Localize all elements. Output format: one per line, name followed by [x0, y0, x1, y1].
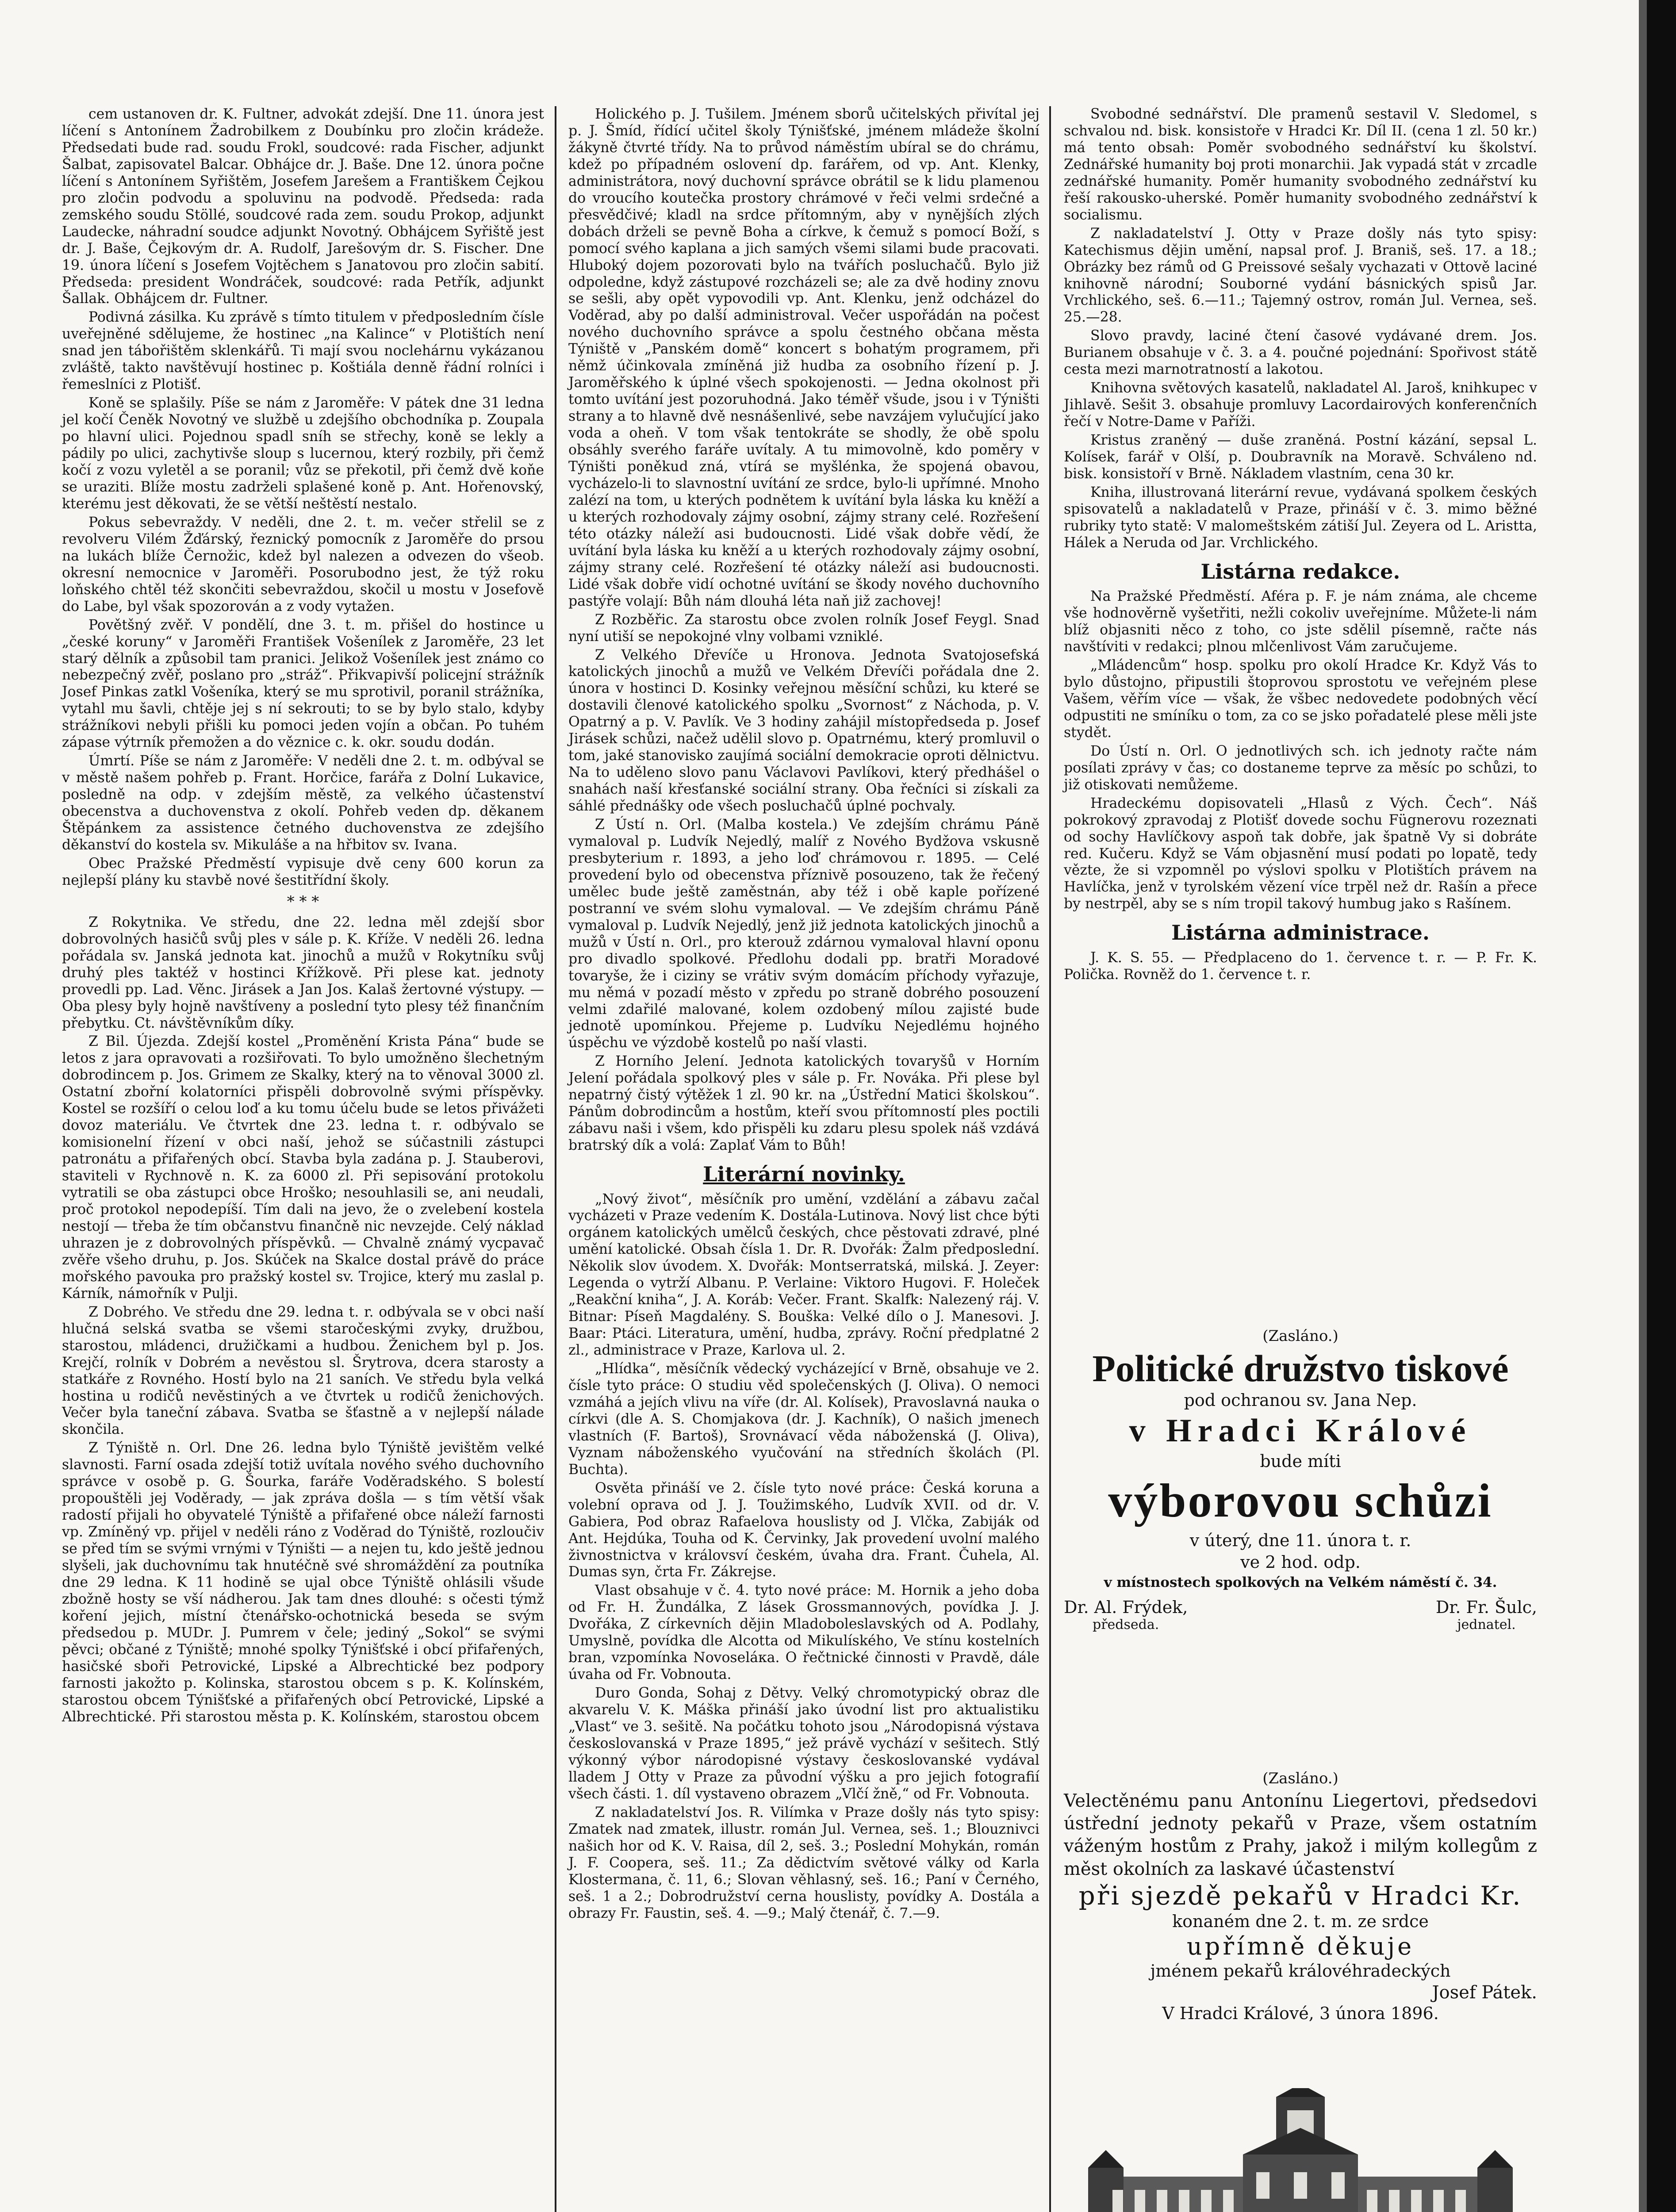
article-usti-malba: Z Ústí n. Orl. (Malba kostela.) Ve zdejším chrámu Páně vymaloval p. Ludvík Nejedlý, malíř z Nového Bydžova vskusně presbyterium r. 1893, a jeho loď chrámovou r. 1895. — Celé provedení bylo od obecenstva příznivě posouzeno, tak že řečený umělec bude ještě zaměstnán, aby též i obě kaple pořízené postranní ve svém slohu vymaloval. — Ve zdejším chrámu Páně vymaloval p. Ludvík Nejedlý, jenž již jednota katolických jinochů a mužů v Ústí n. Orl., pro kterouž zdárnou vymaloval hlavní oponu pro divadlo spolkové. Předlohu dodali pp. bratři Moradové tovaryše, že i ciziny se vrátiv svým domácím příchody vyřazuje, mu němá v pozadí město v zpředu po straně dobrého posouzení velmi zdařilé malované, kolem ozdobený mílou zajisté bude jednotě upomínkou. Přejeme p. Ludvíku Nejedlému hojného úspěchu ve výzdobě kostelů po naší vlasti. — [568, 817, 1039, 1051]
section-heading-listarna-redakce: Listárna redakce. — [1200, 559, 1400, 584]
ad-time: ve 2 hod. odp. — [1240, 1552, 1361, 1572]
article-kone-se-splasily: Koně se splašily. Píše se nám z Jaroměře: V pátek dne 31 ledna jel kočí Čeněk Novotný ve službě u zdejšího obchodníka p. Zoupala po hlavní ulici. Pojednou spadl sníh se střechy, koně se lekly a pádily po ulici, zachytivše sloup s lucernou, který rozbily, při čemž kočí z vozu vyletěl a se poranil; vůz se překotil, při čemž dvě koňe se uraziti. Blíže mostu zadrželi splašené koně p. Ant. Hořenovský, kterému jest děkovati, že se větší neštěstí nestalo. — [62, 395, 544, 512]
article-podivna-zasilka: Podivná zásilka. Ku zprávě s tímto titulem v předposledním čísle uveřejněné sdělujeme, že hostinec „na Kalince“ v Plotištích není snad jen tábořištěm sklenkářů. Ti mají svou noclehárnu vykázanou zvláště, takto navštěvují hostinec p. Koštiála denně řádní rolníci i řemeslníci z Plotišť. — [62, 309, 544, 393]
article-knihovna-kazatelu: Knihovna světových kasatelů, nakladatel Al. Jaroš, knihkupec v Jihlavě. Sešit 3. obsahuje promluvy Lacordairových konferenčních řečí v Notre-Dame v Paříži. — [1064, 380, 1537, 430]
signature-role: předseda. — [1093, 1617, 1159, 1632]
scan-dark-edge — [1639, 0, 1676, 2212]
thanks-line-1: při sjezdě pekařů v Hradci Kr. — [1078, 1880, 1523, 1911]
article-prazske-predmesti: Obec Pražské Předměstí vypisuje dvě ceny 600 korun za nejlepší plány ku stavbě nové šestitřídní školy. — [62, 855, 544, 888]
thanks-line-2: konaném dne 2. t. m. ze srdce — [1172, 1911, 1429, 1931]
column-3 — [1064, 106, 1537, 983]
article-tyniste: Z Týniště n. Orl. Dne 26. ledna bylo Týniště jevištěm velké slavnosti. Farní osada zdejší totiž uvítala nového svého duchovního správce v osobě p. G. Šourka, faráře Voděradského. S bolestí propouštěli jej Voděrady, — jak zpráva došla — s tím větší však radostí přijali ho obyvatelé Týniště a přifařené obce náleží farnosti vp. Zmíněný vp. přijel v neděli ráno z Voděrad do Týniště, rozloučiv se před tím se svými vrnými v Týništi — a nejen tu, kdo ještě jednou slyšeli, jak duchovnímu tak hnutéčně své shromáždění za poutníka dne 29 ledna. K 11 hodině se ujal obce Týniště ohlásili všude zbožně hosty se vší nádherou. Jak tam dnes dlouhé: s očesti týmž koření jejich, místní čtenářsko-ochotnická beseda se svým předsedou p. MUDr. J. Pumrem v čele; jediný „Sokol“ se svými pěvci; občané z Týniště; mnohé spolky Týnišťské i obcí přifařených, hasičské sboři Petrovické, Lipské a Albrechtické bez podpory farnosti jakožto p. Kolinska, starostou obcem s p. K. Kolínském, starostou obcem Týnišťské a přifařených obcí Petrovické, Lipské a Albrechtické. Při starostou města p. K. Kolínském, starostou obcem — [62, 1440, 544, 1725]
article-hlidka: „Hlídka“, měsíčník vědecký vycházející v Brně, obsahuje ve 2. čísle tyto práce: O studiu věd společenských (J. Oliva). O nemoci vzmáhá a jejích vlivu na víře (dr. Al. Kolísek), Pravoslavná nauka o církvi (dle A. S. Chomjakova (dr. J. Kachník), O našich jmenech vlastních (F. Bartoš), Srovnávací věda náboženská (J. Oliva), Vyznam náboženského vyučování na středních školách (Pl. Buchta). — [568, 1361, 1039, 1478]
ad-date: v úterý, dne 11. února t. r. — [1189, 1530, 1411, 1550]
ad-city: v Hradci Králové — [1129, 1412, 1472, 1449]
ad-title: Politické družstvo tiskové — [1092, 1347, 1509, 1390]
zaslano-label: (Zasláno.) — [1262, 1327, 1338, 1345]
thanks-line-3: upřímně děkuje — [1186, 1932, 1415, 1961]
article-velky-drevic: Z Velkého Dřevíče u Hronova. Jednota Svatojosefská katolických jinochů a mužů ve Velkém Dřevíči pořádala dne 2. února v hostinci D. Kosinky veřejnou měsíční schůzi, ku které se dostavili členové katolického spolku „Svornost“ z Náchoda, p. V. Opatrný a p. V. Pavlík. Ve 3 hodiny zahájil místopředseda p. Josef Jirásek schůzi, načež udělil slovo p. Opatrnému, který promluvil o tom, jaké stanovisko zaujímá sociální demokracie oproti dělnictvu. Na to uděleno slovo panu Václavovi Pavlíkovi, který předhášel o snahách naší křesťanské sociální strany. Oba řečníci si získali za sáhlé přednášky ode všech posluchačů úplné pochvaly. — [568, 647, 1039, 814]
ad-place: v místnostech spolkových na Velkém náměstí č. 34. — [1104, 1574, 1497, 1590]
adalbertinum-building-illustration — [1075, 2088, 1526, 2212]
zaslano-label: (Zasláno.) — [1262, 1770, 1338, 1787]
article-pokus-sebevrazdy: Pokus sebevraždy. V neděli, dne 2. t. m. večer střelil se z revolveru Vilém Žďárský, řeznický pomocník z Jaroměře do prsou na lukách blíže Černožic, kdež byl nalezen a odvezen do všeob. okresní nemocnice v Jaroměři. Posorubodno jest, že týž roku loňského chtěl též skončiti sebevraždou, skočil u mostu v Josefově do Labe, byl však spozorován a z vody vytažen. — [62, 514, 544, 614]
ad-signatures — [1064, 1598, 1537, 1632]
article-povetsny-zver: Povětšný zvěř. V pondělí, dne 3. t. m. přišel do hostince u „české koruny“ v Jaroměři František Vošenílek z Jaroměře, 23 let starý dělník a způsobil tam pranici. Jelikož Vošenílek jest známo co nebezpečný zvěř, poslano pro „stráž“. Přikvapivší policejní strážník Josef Pinkas zatkl Vošeníka, který se mu sprotivil, poranil strážníka, vytahl mu šavli, chtěje jej s ní sekrouti; to se by bylo stalo, kdyby strážníkovi nebyli přišli ku pomoci jeden vojín a občan. Po tuhém zápase výtrník přemožen a do věznice c. k. okr. soudu dodán. — [62, 617, 544, 751]
column-rule — [555, 106, 556, 2212]
signature-secretary — [1436, 1598, 1537, 1632]
column-rule — [1049, 106, 1051, 2212]
signature-name: Dr. Fr. Šulc, — [1435, 1597, 1537, 1617]
ad-subtitle: pod ochranou sv. Jana Nep. — [1184, 1390, 1417, 1410]
article-tyniste-cont: Holického p. J. Tušilem. Jménem sborů učitelských přivítal jej p. J. Šmíd, řídící učitel školy Týnišťské, jménem mládeže školní žákyně čtvrté třídy. Na to průvod náměstím ubíral se do chrámu, kdež po případném oslovení dp. farářem, od vp. Ant. Klenky, administrátora, nový duchovní správce obrátil se k lidu plamenou do vroucího koutečka prostory chrámové v řeči velmi srdečné a přesvědčivé; kladl na srdce přítomným, aby v nynějších zlých dobách drželi se pevně Boha a církve, k čemuž s pomocí Boží, s pomocí svého kaplana a jich samých všemi silami bude pracovati. Hluboký dojem pozorovati bylo na tvářích posluchačů. Bylo již odpoledne, když zástupové rozcházeli se; ale za dvě hodiny znovu se sešli, aby opět vypovodili vp. Ant. Klenku, jenž odcházel do Voděrad, aby po další administroval. Večer uspořádán na počest nového duchovního správce a spolu čestného občana města Týniště v „Panském domě“ koncert s bohatým programem, při němž účinkovala zmíněná již hudba za osobního řízení p. J. Jaroměřského k úplné všech spokojenosti. — Jedna okolnost při tomto uvítání jest pozoruhodná. Jako téměř všude, jsou i v Týništi strany a to hlavně dvě nesnášenlivé, sebe navzájem vylučující jako voda a oheň. V tom však tentokráte se shodly, že obě spolu obsáhly sverého faráře uvítaly. A tu mimovolně, kdo poměry v Týništi poněkud zná, vtírá se myšlénka, že spojená obavou, vycházelo-li to slavnostní uvítání ze srdce, bylo-li upřímné. Mnoho zalézí na tom, u kterých podnětem k uvítání byla láska ku kněží a u kterých rozhodovaly zájmy osobní, zájmy strany celé. Rozřešení této otázky náleží asi budoucnosti. Lidé však dobře vědí, že uvítání byla láska ku kněží a u kterých rozhodovaly zájmy osobní, zájmy strany celé. Rozřešení té otázky náleží asi budoucnosti. Lidé však dobře vidí ochotné uvítání se škody nového duchovního pastýře volají: Bůh nám dlouhá léta naň již zachovej! — [568, 106, 1039, 609]
thanks-line-4: jménem pekařů královéhradeckých — [1150, 1961, 1451, 1981]
article-z-dobreho: Z Dobrého. Ve středu dne 29. ledna t. r. odbývala se v obci naší hlučná selská svatba se všemi staročeskými zvyky, družbou, starostou, mládenci, družičkami a hudbou. Ženichem byl p. Jos. Krejčí, rolník v Dobrém a nevěstou sl. Šrytrova, dcera starosty a statkáře z Rovného. Hostí bylo na 21 saních. Ve středu byla velká hostina u rodičů nevěstiných a ve čtvrtek u rodičů ženichových. Večer byla taneční zábava. Svatba se šťastně a v nejlepší nálade skončila. — [62, 1304, 544, 1438]
signature-chair — [1064, 1598, 1188, 1632]
article-court-sessions: cem ustanoven dr. K. Fultner, advokát zdejší. Dne 11. února jest líčení s Antonínem Žadrobilkem z Doubínku pro zločin krádeže. Předsedati bude rad. soudu Frokl, soudcové: rada Fischer, adjunkt Šalbat, zapisovatel Balcar. Obhájce dr. J. Baše. Dne 12. února počne líčení s Antonínem Syřištěm, Josefem Jarešem a Františkem Čejkou pro zločin podvodu a spoluvinu na podvodě. Předseda: rada zemského soudu Stöllé, soudcové rada zem. soudu Prokop, adjunkt Laudecke, náhradní soudce adjunkt Novotný. Obhájcem Syřiště jest dr. J. Baše, Čejkovým dr. A. Rudolf, Jarešovým dr. S. Fischer. Dne 19. února líčení s Josefem Vojtěchem s Janatovou pro zločin sabití. Předseda: president Wondráček, soudcové: rada Petřík, adjunkt Šallak. Obhájcem dr. Fultner. — [62, 106, 544, 307]
article-administrace-notes: J. K. S. 55. — Předplaceno do 1. července t. r. — P. Fr. K. Polička. Rovněž do 1. července t. r. — [1064, 949, 1537, 983]
article-duro-gonda: Duro Gonda, Sohaj z Dětvy. Velký chromotypický obraz dle akvarelu V. K. Máška přináší jako úvodní list pro aktualistiku „Vlast“ ve 3. sešitě. Na počátku tohoto jsou „Národopisná výstava českoslovanská v Praze 1895,“ jež právě vychází v sešitech. Stlý výkonný výbor národopisné výstavy českoslovanské vydával lladem J Otty v Praze za původní výšku a pro jejich fotografií všech části. 1. díl vystaveno obrazem „Vlčí žně,“ od Fr. Vobnouta. — [568, 1685, 1039, 1802]
article-vilimek: Z nakladatelství Jos. R. Vilímka v Praze došly nás tyto spisy: Zmatek nad zmatek, illustr. román Jul. Vernea, seš. 1.; Blouznivci našich hor od K. V. Raisa, díl 2, seš. 3.; Poslední Mohykán, román J. F. Coopera, seš. 11.; Za dědictvím světové války od Karla Klostermana, č. 11, 6.; Slovan věhlasný, seš. 16.; Paní v Černého, seš. 1 a 2.; Dobrodružství cerna houslisty, povídky A. Dostála a obrazy Fr. Faustin, seš. 4. —9.; Malý čtenář, č. 7.—9. — [568, 1804, 1039, 1921]
thanks-dateline: V Hradci Králové, 3 února 1896. — [1162, 2003, 1439, 2023]
column-1 — [62, 106, 544, 1726]
article-osveta: Osvěta přináší ve 2. čísle tyto nové práce: Česká koruna a volební oprava od J. J. Toužimského, Ludvík XVII. od dr. V. Gabiera, Pod obraz Rafaelova houslisty od J. Vlčka, Zabiják od Ant. Hejdúka, Touha od K. Červinky, Jak provedení uvolní malého živnostnictva v královsví českém, úvaha dra. Frant. Čuhela, Al. Dumas syn, črta Fr. Zákrejse. — [568, 1480, 1039, 1580]
article-na-prazske-predmesti: Na Pražské Předměstí. Aféra p. F. je nám známa, ale chceme vše hodnověrně vyšetřiti, nežli cokoliv uveřejníme. Můžete-li nám blíž objasniti něco z toho, co jste sdělil písemně, račte nás navštíviti v redakci; plnou mlčenlivost Vám zaručujeme. — [1064, 588, 1537, 655]
thanks-body: Velectěnému panu Antonínu Liegertovi, předsedovi ústřední jednoty pekařů v Praze, všem ostatním váženým hostům z Prahy, jakož i milým kollegům z měst okolních za laskavé účastenství — [1064, 1791, 1537, 1879]
section-heading-literarni-novinky: Literární novinky. — [703, 1162, 905, 1187]
article-rozberice: Z Rozběřic. Za starostu obce zvolen rolník Josef Feygl. Snad nyní utiší se nepokojné vlny volbami vzniklé. — [568, 611, 1039, 645]
article-novy-zivot: „Nový život“, měsíčník pro umění, vzdělání a zábavu začal vycházeti v Praze vedením K. Dostála-Lutinova. Nový list chce býti orgánem katolických umělců českých, chce pěstovati zdravé, plné umění katolické. Obsah čísla 1. Dr. R. Dvořák: Žalm předposlední. Několik slov úvodem. X. Dvořák: Montserratská, milská. J. Zeyer: Legenda o vytrží Albanu. P. Verlaine: Viktoro Hugovi. F. Holeček „Reakční kniha“, J. A. Koráb: Večer. Frant. Skalfk: Nalezený ráj. V. Bitnar: Píseň Magdalény. S. Bouška: Velké dílo o J. Manesovi. J. Baar: Ptáci. Literatura, umění, hudba, zprávy. Roční předplatné 2 zl., administrace v Praze, Karlova ul. 2. — [568, 1191, 1039, 1359]
article-umrti: Úmrtí. Píše se nám z Jaroměře: V neděli dne 2. t. m. odbýval se v městě našem pohřeb p. Frant. Horčice, farářa z Dolní Lukavice, posledně na odp. v zdejším městě, za velkého účastenství obecenstva a duchovenstva z okolí. Pohřeb veden dp. děkanem Štěpánkem za assistence četného duchovenstva ze zdejšího děkanství do kostela sv. Mikuláše a na hřbitov sv. Ivana. — [62, 753, 544, 853]
advertisement-druzstvo — [1064, 1327, 1537, 1632]
ad-subtitle-2: bude míti — [1260, 1451, 1341, 1471]
column-2 — [568, 106, 1039, 1922]
signature-name: Dr. Al. Frýdek, — [1064, 1597, 1188, 1617]
advertisement-pekari — [1064, 1770, 1537, 2024]
article-kristus-zraneny: Kristus zraněný — duše zraněná. Postní kázání, sepsal L. Kolísek, farář v Olší, p. Doubravník na Moravě. Schváleno nd. bisk. konsistoří v Brně. Nákladem vlastním, cena 30 kr. — [1064, 432, 1537, 482]
thanks-signature: Josef Pátek. — [1432, 1982, 1537, 2003]
article-bil-ujezd: Z Bil. Újezda. Zdejší kostel „Proměnění Krista Pána“ bude se letos z jara opravovati a rozšiřovati. To bylo umožněno šlechetným dobrodincem p. Jos. Grimem ze Skalky, který na to věnoval 3000 zl. Ostatní zbořní kolatorníci přispěli dobrovolně svými příspěvky. Kostel se rozšíří o celou loď a ku tomu účelu bude se letos přivážeti dovoz materiálu. Ve čtvrtek dne 23. ledna t. r. odbývalo se komisionelní řízení v obci naší, jehož se súčastnili zástupci patronátu a přifařených obcí. Stavba byla zadána p. J. Stauberovi, staviteli v Rychnově n. K. za 6000 zl. Při sepisování protokolu vytratili se oba zástupci obce Hroško; nesouhlasili se, ani neudali, proč protokol nepodepíší. Tím dali na jevo, že o zvelebení kostela nestojí — třeba že tím občanstvu finančně nic nevzejde. Celý náklad uhrazen je z dobrovolných příspěvků. — Chvalně známý vycpavač zvěře všeho druhu, p. Jos. Skúček na Skalce dostal právě do práce mořského pavouka pro pražský kostel sv. Trojice, který mu zaslal p. Kárník, námořník v Pulji. — [62, 1033, 544, 1302]
article-rokytnik: Z Rokytnika. Ve středu, dne 22. ledna měl zdejší sbor dobrovolných hasičů svůj ples v sále p. K. Kříže. V neděli 26. ledna pořádala sv. Janská jednota kat. jinochů a mužů v Rokytníku svůj druhý ples taktéž v hostinci Křížkově. Při plese kat. jednoty provedli pp. Lad. Věnc. Jirásek a Jan Jos. Kalaš žertovné výstupy. — Oba plesy byly hojně navštíveny a poslední tyto plesy též finančním přebytku. Ct. návštěvníkům díky. — [62, 914, 544, 1031]
section-heading-listarna-administrace: Listárna administrace. — [1171, 921, 1430, 945]
article-slovo-pravdy: Slovo pravdy, laciné čtení časové vydávané drem. Jos. Burianem obsahuje v č. 3. a 4. poučné pojednání: Spořivost státě cesta mezi marnotratností a lakotou. — [1064, 328, 1537, 378]
article-do-usti: Do Ústí n. Orl. O jednotlivých sch. ich jednoty račte nám posílati zprávy v čas; co dostaneme teprve za měsíc po schůzi, to již otiskovati nemůžeme. — [1064, 743, 1537, 793]
ad-meeting: výborovou schůzi — [1108, 1475, 1493, 1528]
article-kniha: Kniha, illustrovaná literární revue, vydávaná spolkem českých spisovatelů a nakladatelů v Praze, přináší v č. 3. mimo běžné rubriky tyto statě: V malomeštském zátiší Jul. Zeyera od L. Aristta, Hálek a Neruda od Jar. Vrchlického. — [1064, 484, 1537, 551]
article-horni-jeleni: Z Horního Jelení. Jednota katolických tovaryšů v Horním Jelení pořádala spolkový ples v sále p. Fr. Novákа. Při plese byl nepatrný čistý výtěžek 1 zl. 90 kr. na „Ústřední Matici školskou“. Pánům dobrodincům a hostům, kteří svou přítomností ples poctili zábavu naši i všem, kdo přispěli ku zdaru plesu spolek náš vzdává bratrský dík a volá: Zaplať Vám to Bůh! — [568, 1053, 1039, 1154]
article-otta: Z nakladatelství J. Otty v Praze došly nás tyto spisy: Katechismus dějin umění, napsal prof. J. Braniš, seš. 17. a 18.; Obrázky bez rámů od G Preissové sešaly vychazati v Ottově laciné knihovně národní; Souborné vydání básnických spisů Jar. Vrchlického, seš. 6.—11.; Tajemný ostrov, román Jul. Vernea, seš. 25.—28. — [1064, 225, 1537, 326]
signature-role: jednatel. — [1457, 1617, 1516, 1632]
article-svobodne-zednarstvi: Svobodné sednářství. Dle pramenů sestavil V. Sledomel, s schvalou nd. bisk. konsistoře v Hradci Kr. Díl II. (cena 1 zl. 50 kr.) má tento obsah: Poměr svobodného sednářství ku školství. Zednářské humanity boj proti monarchii. Jak vypadá stát v zrcadle zednářské humanity. Poměr humanity svobodného zednářství ku řeší rakousko-uherské. Poměr humanity svobodného zednářství k socialismu. — [1064, 106, 1537, 223]
article-mladencum: „Mládencům“ hosp. spolku pro okolí Hradce Kr. Když Vás to bylo důstojno, připustili štoprovou sprostotu ve veřejném plese Vašem, věřím více — však, že všbec nedovedete podobných věcí odpustiti ne smíníku o tom, za co se jsko pořadatelé plese měli jste stydět. — [1064, 657, 1537, 741]
article-hradeckemu-dopisovateli: Hradeckému dopisovateli „Hlasů z Vých. Čech“. Náš pokrokový zpravodaj z Plotišť dovede sochu Fügnerovu rozeznati od sochy Havlíčkovy aspoň tak dobře, jak špatně Vy si dobráte red. Kučeru. Když se Vám objasnění musí podati po lopatě, tedy vězte, že si vzpomněl po výslovi spolku v Plotištích právem na Havlíčka, jenž v tyrolském vězení více trpěl než dr. Rašín a přece by nestrpěl, aby se s ním tropil takový humbug jako s Rašínem. — [1064, 795, 1537, 912]
article-vlast: Vlast obsahuje v č. 4. tyto nové práce: M. Hornik a jeho doba od Fr. H. Žundálka, Z lásek Grossmannových, povídka J. J. Dvořáka, Z církevních dějin Mladoboleslavských od A. Podlahy, Umyslně, povídka dle Alcotta od Mikulíského, Ve stínu kostelních bran, vzpomínka Novoseláка. O řečtnické činnosti v Pravdě, dále úvaha od Fr. Vobnouta. — [568, 1582, 1039, 1683]
section-stars: * * * — [287, 892, 319, 910]
